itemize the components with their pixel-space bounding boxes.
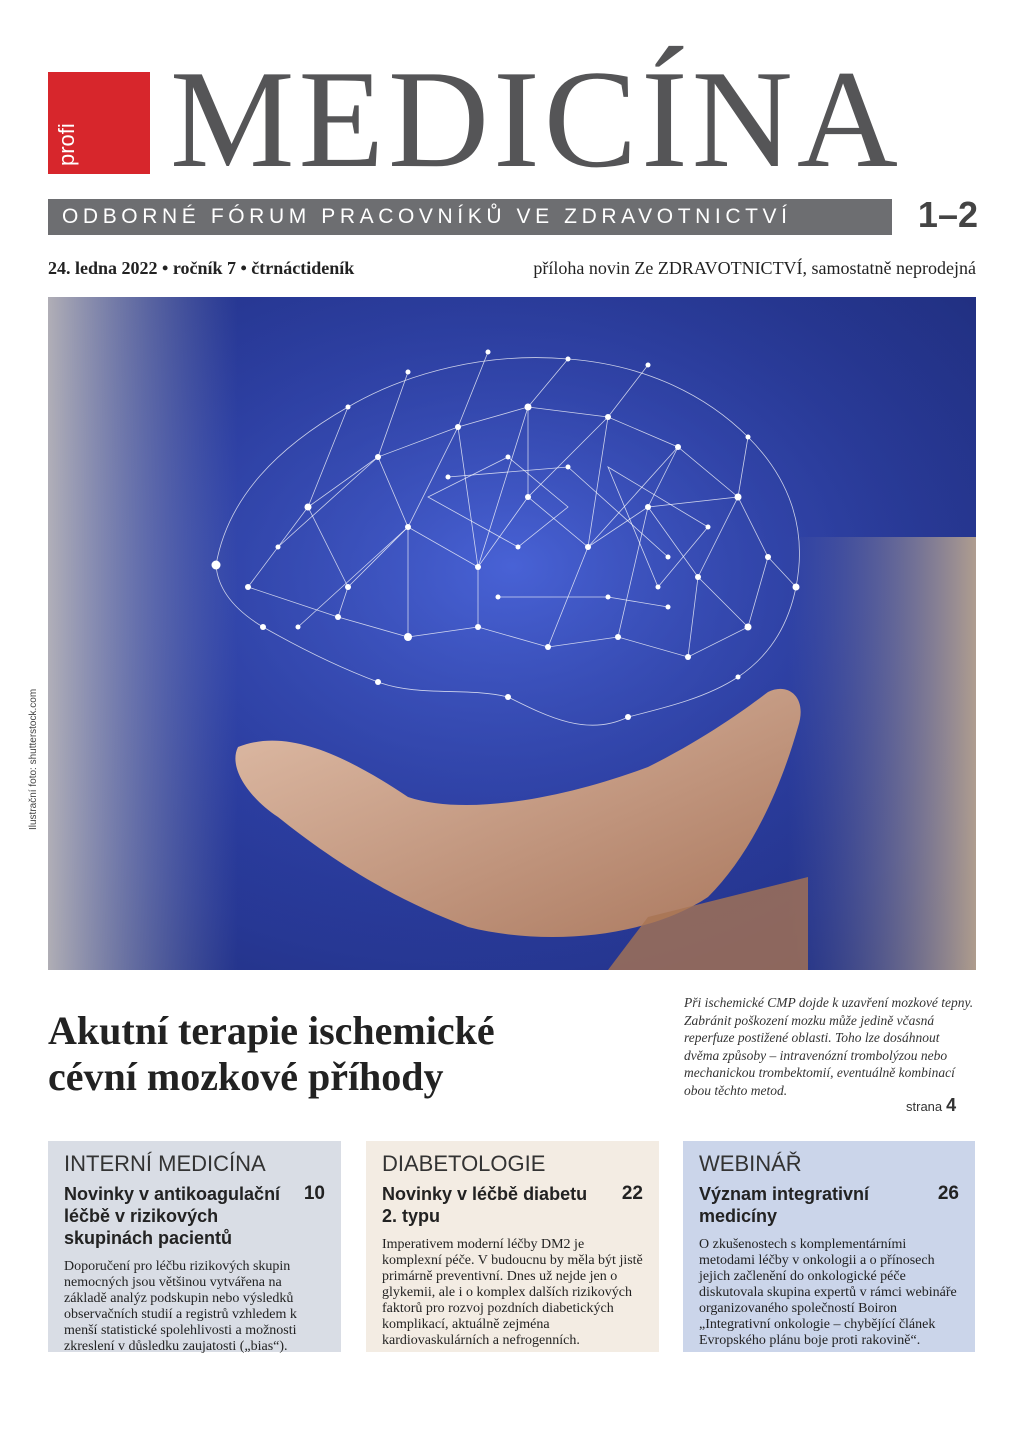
article-title: Význam integrativní medicíny bbox=[699, 1184, 870, 1226]
photo-credit: Ilustrační foto: shutterstock.com bbox=[28, 688, 39, 830]
supplement-note: příloha novin Ze ZDRAVOTNICTVÍ, samostatně neprodejná bbox=[533, 258, 976, 278]
headline-line-1: Akutní terapie ischemické bbox=[48, 1008, 495, 1053]
dateline: 24. ledna 2022 • ročník 7 • čtrnáctideník bbox=[48, 258, 355, 278]
article-teaser: O zkušenostech s komplementárními metodami léčby v onkologii a o přínosech jejich začlenění do onkologické péče diskutovala skupina expertů v rámci webináře organizovaného společností Boiron „Integrativní onkologie – chybějící článek Evropského plánu boje proti rakovině“. bbox=[699, 1237, 957, 1348]
article-title: Novinky v antikoagulační léčbě v rizikových skupinách pacientů bbox=[64, 1184, 281, 1248]
headline-line-2: cévní mozkové příhody bbox=[48, 1054, 444, 1099]
section-label: DIABETOLOGIE bbox=[382, 1151, 546, 1176]
article-title: Novinky v léčbě diabetu 2. typu bbox=[382, 1184, 588, 1226]
page-label: strana bbox=[906, 1099, 943, 1114]
lead-page-ref[interactable] bbox=[906, 1095, 956, 1116]
lead-headline[interactable] bbox=[48, 1008, 608, 1100]
article-teaser: Imperativem moderní léčby DM2 je komplexní péče. V budoucnu by měla být jistě primárně preventivní. Dnes už nejde jen o glykemii, ale i o komplex dalších rizikových faktorů pro rozvoj pozdních diabetických komplikací, aktuálně zejména kardiovaskulárních a nefrogenních. bbox=[382, 1237, 643, 1348]
box-webinar[interactable] bbox=[683, 1141, 975, 1352]
article-page: 26 bbox=[937, 1183, 959, 1204]
box-interni-medicina[interactable] bbox=[48, 1141, 341, 1352]
logo-text: profi bbox=[54, 123, 79, 166]
box-diabetologie[interactable] bbox=[366, 1141, 659, 1352]
lead-summary: Při ischemické CMP dojde k uzavření mozkové tepny. Zabránit poškození mozku může jedině včasná reperfuze postižené oblasti. Toho lze dosáhnout dvěma způsoby – intravenózní trombolýzou nebo mechanickou trombektomií, eventuálně kombinací obou těchto metod. bbox=[684, 995, 974, 1098]
brain-network-illustration bbox=[48, 297, 976, 970]
section-label: WEBINÁŘ bbox=[699, 1151, 802, 1176]
section-label: INTERNÍ MEDICÍNA bbox=[64, 1151, 266, 1176]
page-number: 4 bbox=[946, 1095, 957, 1115]
article-page: 22 bbox=[621, 1183, 643, 1204]
tagline: ODBORNÉ FÓRUM PRACOVNÍKŮ VE ZDRAVOTNICTVÍ bbox=[48, 199, 892, 235]
cover-illustration bbox=[48, 297, 976, 970]
issue-number: 1–2 bbox=[917, 194, 978, 235]
article-page: 10 bbox=[303, 1183, 325, 1204]
article-teaser: Doporučení pro léčbu rizikových skupin nemocných jsou většinou vytvářena na základě analýz podskupin nebo výsledků observačních studií a registrů vzhledem k menší statistické spolehlivosti a možnosti zkreslení v důsledku zaujatosti („bias“). bbox=[64, 1259, 297, 1354]
profi-logo bbox=[48, 72, 150, 174]
publication-title: MEDICÍNA bbox=[170, 42, 902, 197]
